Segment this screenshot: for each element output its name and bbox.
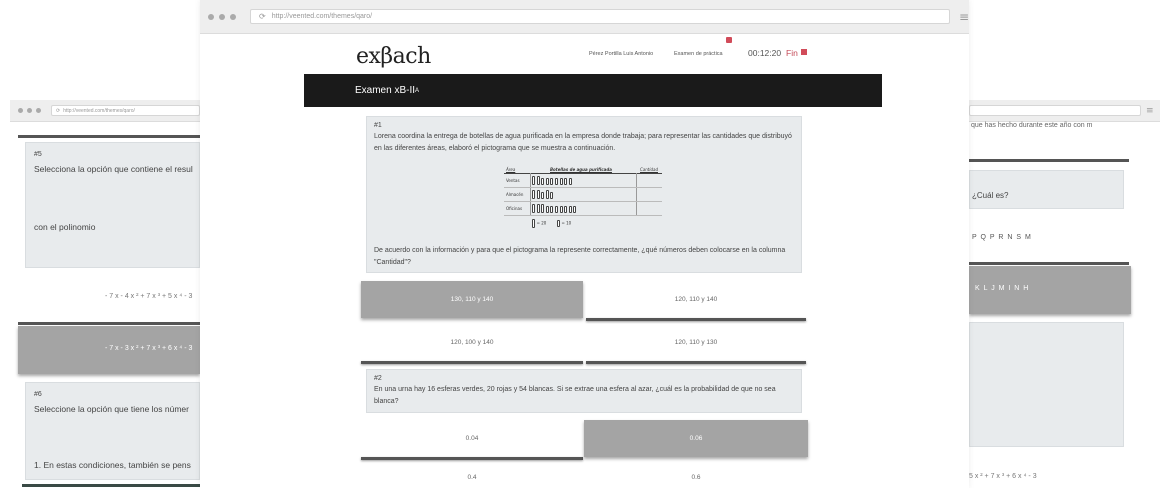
answer-option-2b[interactable] [584,420,808,457]
pictogram-legend [532,219,571,228]
question-text: En una urna hay 16 esferas verdes, 20 rojas y 54 blancas. Si se extrae una esfera al azar, ¿cuál es la probabilidad de que no sea blanca? [374,386,776,405]
question-prompt: De acuerdo con la información y para que el pictograma la represente correctamente, ¿qué números deben colocarse en la columna "Cantidad"? [374,247,786,266]
left-url-bar[interactable] [51,105,200,116]
main-url-text: http://veented.com/themes/qaro/ [271,13,373,20]
question-number: #6 [34,391,42,398]
menu-icon[interactable]: ≡ [958,9,969,24]
question-number: #5 [34,151,42,158]
bottle-pictogram [504,166,662,230]
answer-option-2a[interactable] [361,420,583,457]
right-url-bar[interactable] [969,105,1141,116]
window-dots [208,14,236,20]
divider [18,135,200,138]
answer-option-1c[interactable] [361,324,583,361]
option-underline [361,361,583,364]
answer-option-text: 0.06 [689,435,703,442]
practice-exam-link[interactable]: Examen de práctica [674,51,723,57]
left-url-text: http://veented.com/themes/qaro/ [63,107,135,114]
answer-option-text: 120, 110 y 130 [674,339,718,346]
pictogram-quantity-header: Cantidad [640,167,658,172]
exam-title: Examen xB-II [355,85,416,96]
answer-option-1d[interactable] [586,324,806,361]
question-text: Seleccione la opción que tiene los númer [34,404,189,414]
exam-title-superscript: A [415,87,420,94]
answer-option-2c[interactable] [361,466,583,488]
answer-option-text: 120, 110 y 140 [674,296,718,303]
left-browser-chrome [10,100,200,122]
option-underline [586,361,806,364]
bottle-icons [532,190,555,200]
question-card-6 [25,382,200,480]
answer-option-letters[interactable]: P Q P R N S M [972,234,1032,241]
reload-icon[interactable]: ⟳ [56,107,61,114]
pictogram-row [504,188,662,202]
right-browser-window [969,100,1160,488]
main-browser-chrome [200,0,969,34]
answer-option-text: 130, 110 y 140 [450,296,494,303]
menu-icon[interactable]: ≡ [1146,105,1154,116]
question-text: que has hecho durante este año con m [971,122,1093,129]
legend-big-value: = 20 [536,220,547,226]
answer-option-2d[interactable] [586,466,806,488]
reload-icon[interactable]: ⟳ [259,12,266,21]
end-exam-button[interactable]: Fin [786,48,798,58]
answer-option-polynomial[interactable]: 5 x ² + 7 x ³ + 6 x ⁴ - 3 [969,473,1037,480]
pictogram-title-header: Botellas de agua purificada [550,167,612,172]
answer-option-text: 0.4 [467,473,477,481]
question-sub-text: 1. En estas condiciones, también se pens [34,460,191,470]
site-logo[interactable]: exβach [356,44,431,69]
right-browser-chrome [969,100,1160,122]
answer-option-text: 120, 100 y 140 [450,339,494,346]
row-label: Ventas [506,178,520,183]
answer-option-text: 0.04 [465,435,479,442]
answer-option-a[interactable]: - 7 x - 4 x ² + 7 x ³ + 5 x ⁴ - 3 [105,293,193,300]
question-polynomial-label: con el polinomio [34,222,96,232]
legend-small-value: = 10 [561,220,572,226]
question-card-5 [25,142,200,268]
bottle-icons [532,176,573,186]
question-card [969,322,1124,447]
answer-option-letters: K L J M I N H [975,285,1030,292]
option-underline [586,318,806,321]
bottle-icons [532,204,578,214]
notification-badge [726,37,732,43]
answer-option-text: 0.6 [691,473,701,481]
option-underline [361,457,583,460]
top-navigation [304,36,882,74]
divider [18,322,200,325]
window-dots [18,108,41,113]
row-label: Almacén [506,192,524,197]
row-label: Oficinas [506,206,523,211]
pictogram-row [504,174,662,188]
question-card [969,170,1124,209]
answer-option-selected[interactable] [969,266,1131,314]
question-text: Selecciona la opción que contiene el resul [34,164,193,174]
user-name[interactable]: Pérez Portilla Luis Antonio [589,51,654,57]
left-browser-window [10,100,200,488]
answer-option-1b[interactable] [586,281,806,318]
divider [969,159,1129,162]
exam-timer: 00:12:20 [748,48,782,58]
question-number: #2 [374,375,382,382]
answer-option-1a[interactable] [361,281,583,318]
stop-icon[interactable] [801,49,807,55]
answer-option-b-text: - 7 x - 3 x ² + 7 x ³ + 6 x ⁴ - 3 [105,345,193,352]
divider [969,262,1129,265]
main-url-bar[interactable] [250,9,950,24]
answer-option-b-selected[interactable] [18,326,200,374]
question-card-2 [366,369,802,413]
question-number: #1 [374,122,382,129]
pictogram-row [504,202,662,216]
question-text: Lorena coordina la entrega de botellas de agua purificada en la empresa donde trabaja; para representar las cantidades que distribuyó en las diferentes áreas, elaboró el pictograma que se muestra a continuación. [374,133,792,152]
pictogram-area-header: Área [506,167,516,172]
question-text: ¿Cuál es? [972,191,1009,200]
exam-title-banner [304,74,882,107]
main-browser-window [200,0,969,488]
divider [22,484,200,487]
